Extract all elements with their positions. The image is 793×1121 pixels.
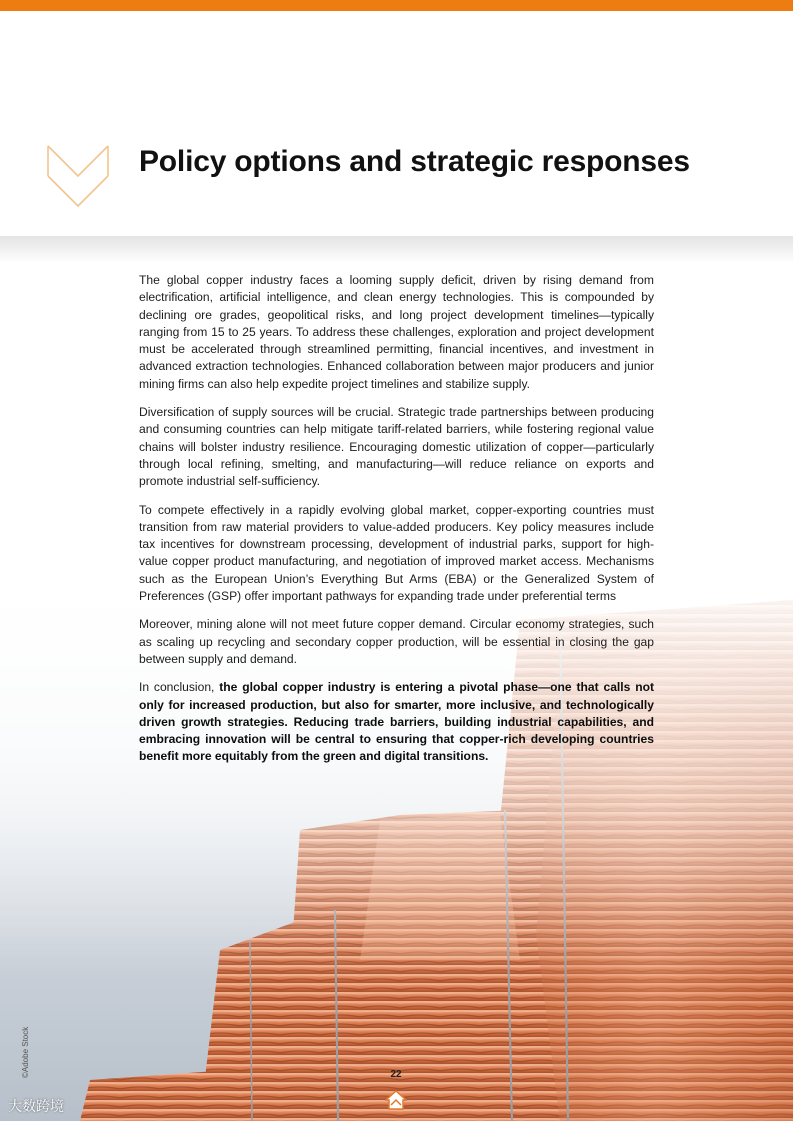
chevron-down-icon [46,144,110,208]
paragraph-2: Diversification of supply sources will be crucial. Strategic trade partnerships between producing and consuming countries can help mitigate tariff-related barriers, while fostering regional value chains will bolster industry resilience. Encouraging domestic utilization of copper—particularly through local refining, smelting, and manufacturing—will reduce reliance on exports and promote industrial self-sufficiency. [139,405,654,489]
watermark: 大数跨境 [8,1098,64,1114]
page-number: 22 [390,1069,402,1080]
home-icon[interactable] [385,1089,407,1111]
paragraph-1: The global copper industry faces a looming supply deficit, driven by rising demand from electrification, artificial intelligence, and clean energy technologies. This is compounded by declining ore grades, geopolitical risks, and long project development timelines—typically ranging from 15 to 25 years. To address these challenges, exploration and project development must be accelerated through streamlined permitting, financial incentives, and investment in advanced extraction technologies. Enhanced collaboration between major producers and junior mining firms can also help expedite project timelines and stabilize supply. [139,273,654,391]
header-panel [0,11,793,240]
paragraph-3: To compete effectively in a rapidly evolving global market, copper-exporting countries must transition from raw material providers to value-added producers. Key policy measures include tax incentives for downstream processing, development of industrial parks, support for high-value copper product manufacturing, and negotiation of improved market access. Mechanisms such as the European Union’s Everything But Arms (EBA) or the Generalized System of Preferences (GSP) offer important pathways for expanding trade under preferential terms [139,502,654,604]
conclusion-lead: In conclusion, [139,680,220,695]
paragraph-4: Moreover, mining alone will not meet future copper demand. Circular economy strategies, such as scaling up recycling and secondary copper production, will be essential in closing the gap between supply and demand. [139,617,654,666]
paragraph-5 [139,679,654,765]
photo-credit: ©Adobe Stock [21,1026,30,1078]
top-accent-bar [0,0,793,11]
header-divider [0,236,793,264]
page-title: Policy options and strategic responses [139,145,690,178]
body-text [139,272,654,777]
conclusion-bold: the global copper industry is entering a pivotal phase—one that calls not only for increased production, but also for smarter, more inclusive, and technologically driven growth strategies. Reducing trade barriers, building industrial capabilities, and embracing innovation will be central to ensuring that copper-rich developing countries benefit more equitably from the green and digital transitions. [139,680,654,764]
